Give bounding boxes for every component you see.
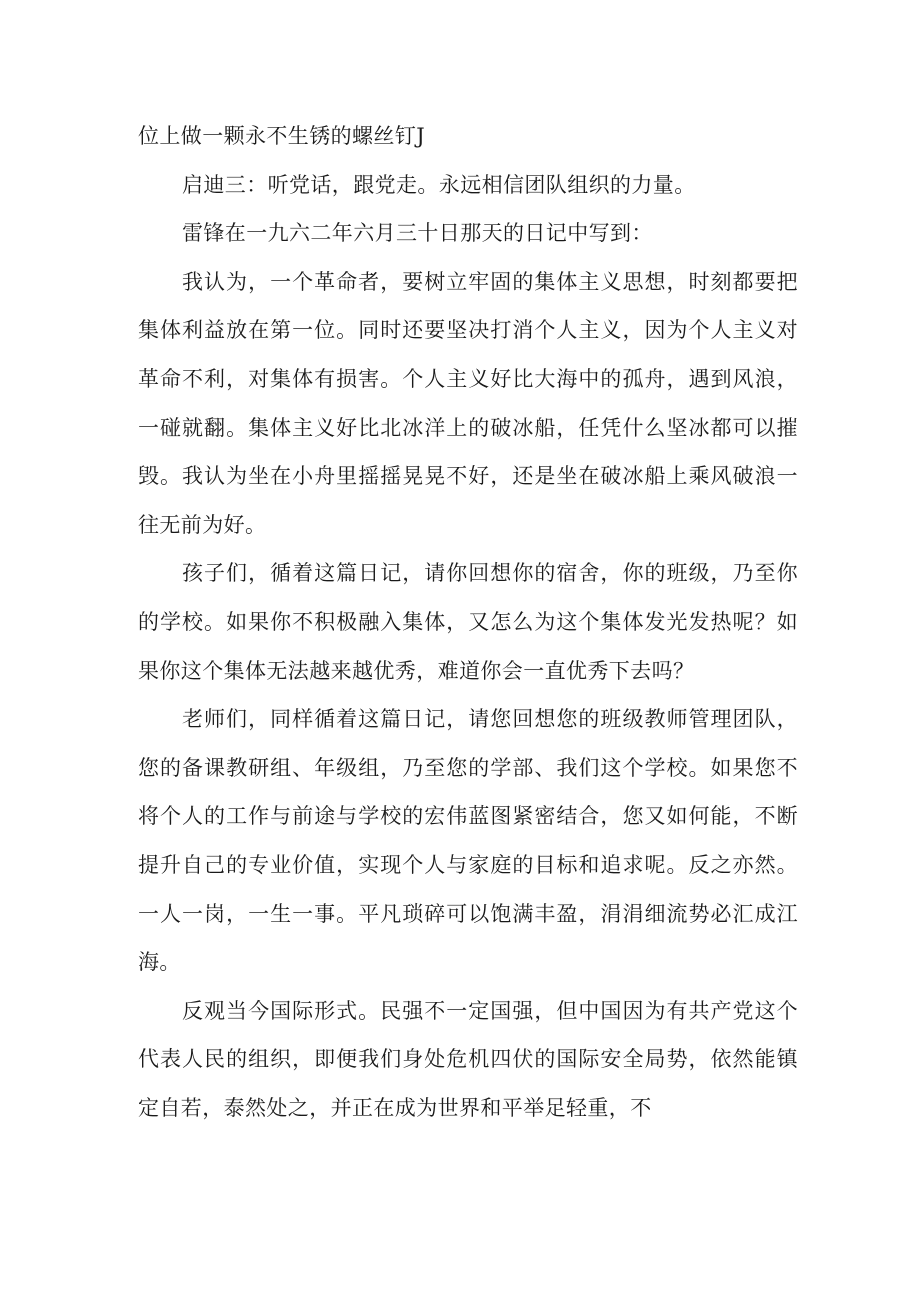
paragraph-international: 反观当今国际形式。民强不一定国强，但中国因为有共产党这个代表人民的组织，即便我们身处危机四伏的国际安全局势，依然能镇定自若，泰然处之，并正在成为世界和平举足轻重，不 (138, 998, 798, 1120)
paragraph-children: 孩子们，循着这篇日记，请你回想你的宿舍，你的班级，乃至你的学校。如果你不积极融入集体，又怎么为这个集体发光发热呢？如果你这个集体无法越来越优秀，难道你会一直优秀下去吗？ (138, 561, 798, 683)
paragraph-continuation: 位上做一颗永不生锈的螺丝钉J (138, 124, 426, 148)
paragraph-inspiration-three: 启迪三：听党话，跟党走。永远相信团队组织的力量。 (182, 172, 696, 197)
paragraph-teachers: 老师们，同样循着这篇日记，请您回想您的班级教师管理团队，您的备课教研组、年级组，乃至您的学部、我们这个学校。如果您不将个人的工作与前途与学校的宏伟蓝图紧密结合，您又如何能，不断提升自己的专业价值，实现个人与家庭的目标和追求呢。反之亦然。一人一岗，一生一事。平凡琐碎可以饱满丰盈，涓涓细流势必汇成江海。 (138, 707, 798, 975)
paragraph-diary-quote: 我认为，一个革命者，要树立牢固的集体主义思想，时刻都要把集体利益放在第一位。同时还要坚决打消个人主义，因为个人主义对革命不利，对集体有损害。个人主义好比大海中的孤舟，遇到风浪，一碰就翻。集体主义好比北冰洋上的破冰船，任凭什么坚冰都可以摧毁。我认为坐在小舟里摇摇晃晃不好，还是坐在破冰船上乘风破浪一往无前为好。 (138, 269, 798, 537)
document-body (138, 112, 798, 1132)
paragraph-diary-intro: 雷锋在一九六二年六月三十日那天的日记中写到： (182, 221, 653, 246)
